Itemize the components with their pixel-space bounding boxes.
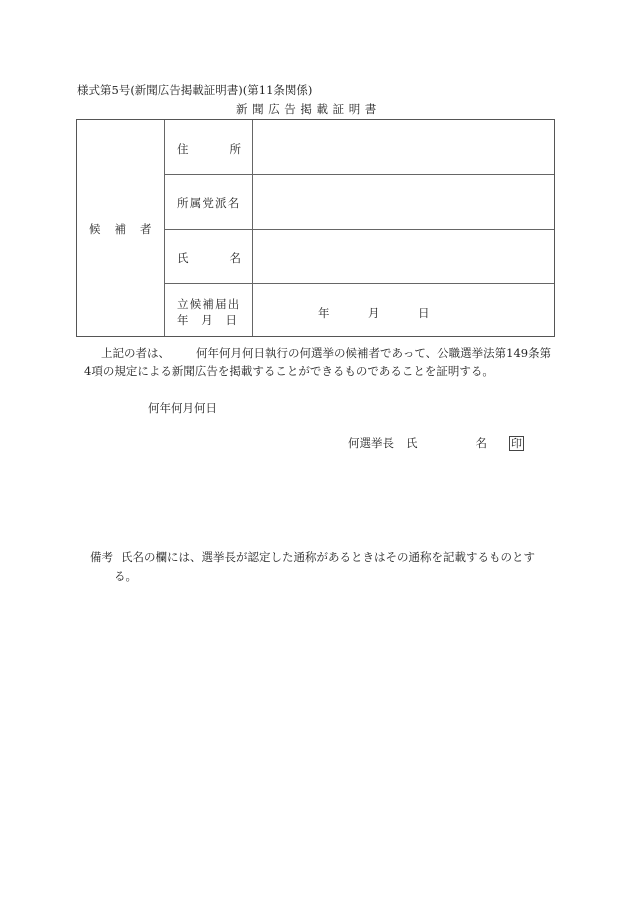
remarks-text-line2: る。 [114, 569, 137, 583]
name-label [177, 250, 241, 266]
statement-subject: 上記の者は、 [101, 346, 170, 360]
name-field[interactable] [253, 230, 553, 282]
candidate-group-label: 候補者 [89, 222, 166, 236]
signer-title: 何選挙長 [348, 436, 394, 450]
remarks-text: 氏名の欄には、選挙長が認定した通称があるときはその通称を記載するものとす [121, 550, 535, 564]
year-label: 年 [177, 313, 189, 327]
filing-date-field[interactable] [318, 305, 468, 321]
remarks-note [90, 548, 535, 586]
form-number-label: 様式第5号(新聞広告掲載証明書)(第11条関係) [77, 83, 313, 97]
address-label-part: 住 [177, 142, 189, 156]
signer-name-label: 名 [475, 436, 487, 450]
name-label-part: 名 [229, 251, 241, 265]
issue-date: 何年何月何日 [148, 401, 217, 415]
day-label: 日 [225, 313, 237, 327]
filing-date-label-line2 [177, 312, 237, 328]
signer-name-label: 氏 [406, 436, 418, 450]
filing-date-label: 立候補届出 [177, 297, 241, 311]
statement-text-line2: 4項の規定による新聞広告を掲載することができるものであることを証明する。 [84, 364, 494, 378]
document-title: 新聞広告掲載証明書 [236, 102, 381, 116]
address-field[interactable] [253, 121, 553, 173]
month-field[interactable]: 月 [368, 306, 380, 320]
day-field[interactable]: 日 [418, 306, 430, 320]
signer-block [348, 435, 524, 451]
year-field[interactable]: 年 [318, 306, 330, 320]
month-label: 月 [201, 313, 213, 327]
address-label [177, 141, 241, 157]
certificate-table [76, 119, 555, 337]
remarks-label: 備考 [90, 550, 113, 564]
statement-text: 何年何月何日執行の何選挙の候補者であって、公職選挙法第149条第 [196, 346, 552, 360]
name-label-part: 氏 [177, 251, 189, 265]
certification-statement [84, 344, 551, 380]
seal-icon: 印 [511, 436, 522, 450]
address-label-part: 所 [229, 142, 241, 156]
table-divider [164, 283, 554, 284]
party-label: 所属党派名 [177, 196, 241, 210]
party-field[interactable] [253, 175, 553, 228]
